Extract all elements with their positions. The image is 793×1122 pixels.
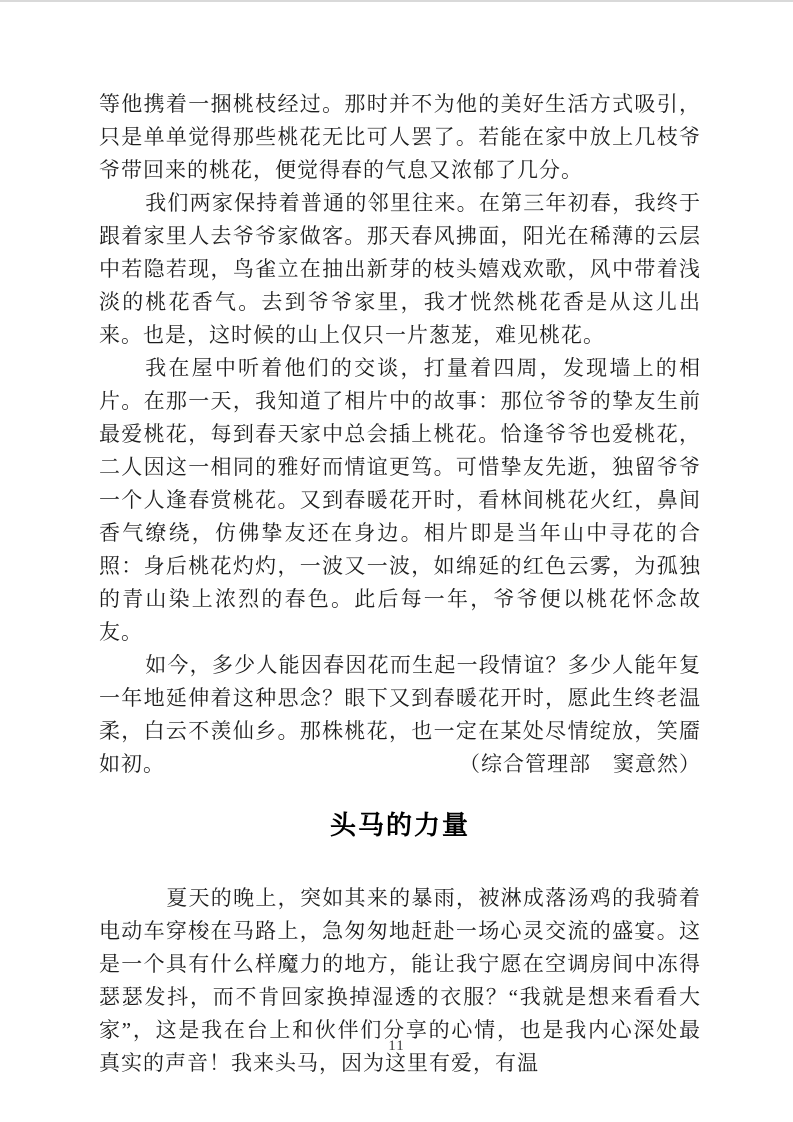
author-attribution: （综合管理部 窦意然） — [459, 752, 701, 776]
paragraph: 我在屋中听着他们的交谈，打量着四周，发现墙上的相片。在那一天，我知道了相片中的故事：那位爷爷的挚友生前最爱桃花，每到春天家中总会插上桃花。恰逢爷爷也爱桃花，二人因这一相同的雅好而情谊更笃。可惜挚友先逝，独留爷爷一个人逢春赏桃花。又到春暖花开时，看林间桃花火红，鼻间香气缭绕，仿佛挚友还在身边。相片即是当年山中寻花的合照：身后桃花灼灼，一波又一波，如绵延的红色云雾，为孤独的青山染上浓烈的春色。此后每一年，爷爷便以桃花怀念故友。 — [99, 356, 701, 644]
paragraph: 我们两家保持着普通的邻里往来。在第三年初春，我终于跟着家里人去爷爷家做客。那天春风拂面，阳光在稀薄的云层中若隐若现，鸟雀立在抽出新芽的枝头嬉戏欢歌，风中带着浅淡的桃花香气。去到爷爷家里，我才恍然桃花香是从这儿出来。也是，这时候的山上仅只一片葱茏，难见桃花。 — [99, 191, 701, 347]
paragraph: 夏天的晚上，突如其来的暴雨，被淋成落汤鸡的我骑着电动车穿梭在马路上，急匆匆地赶赴一场心灵交流的盛宴。这是一个具有什么样魔力的地方，能让我宁愿在空调房间中冻得瑟瑟发抖，而不肯回家换掉湿透的衣服？“我就是想来看看大家”，这是我在台上和伙伴们分享的心情，也是我内心深处最真实的声音！我来头马，因为这里有爱，有温 — [99, 886, 701, 1075]
page-number: 11 — [388, 1038, 405, 1054]
text-column — [99, 88, 701, 1080]
article-title: 头马的力量 — [329, 810, 470, 840]
paragraph-with-attribution — [99, 649, 701, 781]
paragraph-text: 如今，多少人能因春因花而生起一段情谊？多少人能年复一年地延伸着这种思念？眼下又到春暖花开时，愿此生终老温柔，白云不羡仙乡。那株桃花，也一定在某处尽情绽放，笑靥如初。 — [99, 653, 701, 776]
paragraph-continuation: 等他携着一捆桃枝经过。那时并不为他的美好生活方式吸引，只是单单觉得那些桃花无比可人罢了。若能在家中放上几枝爷爷带回来的桃花，便觉得春的气息又浓郁了几分。 — [99, 92, 701, 182]
